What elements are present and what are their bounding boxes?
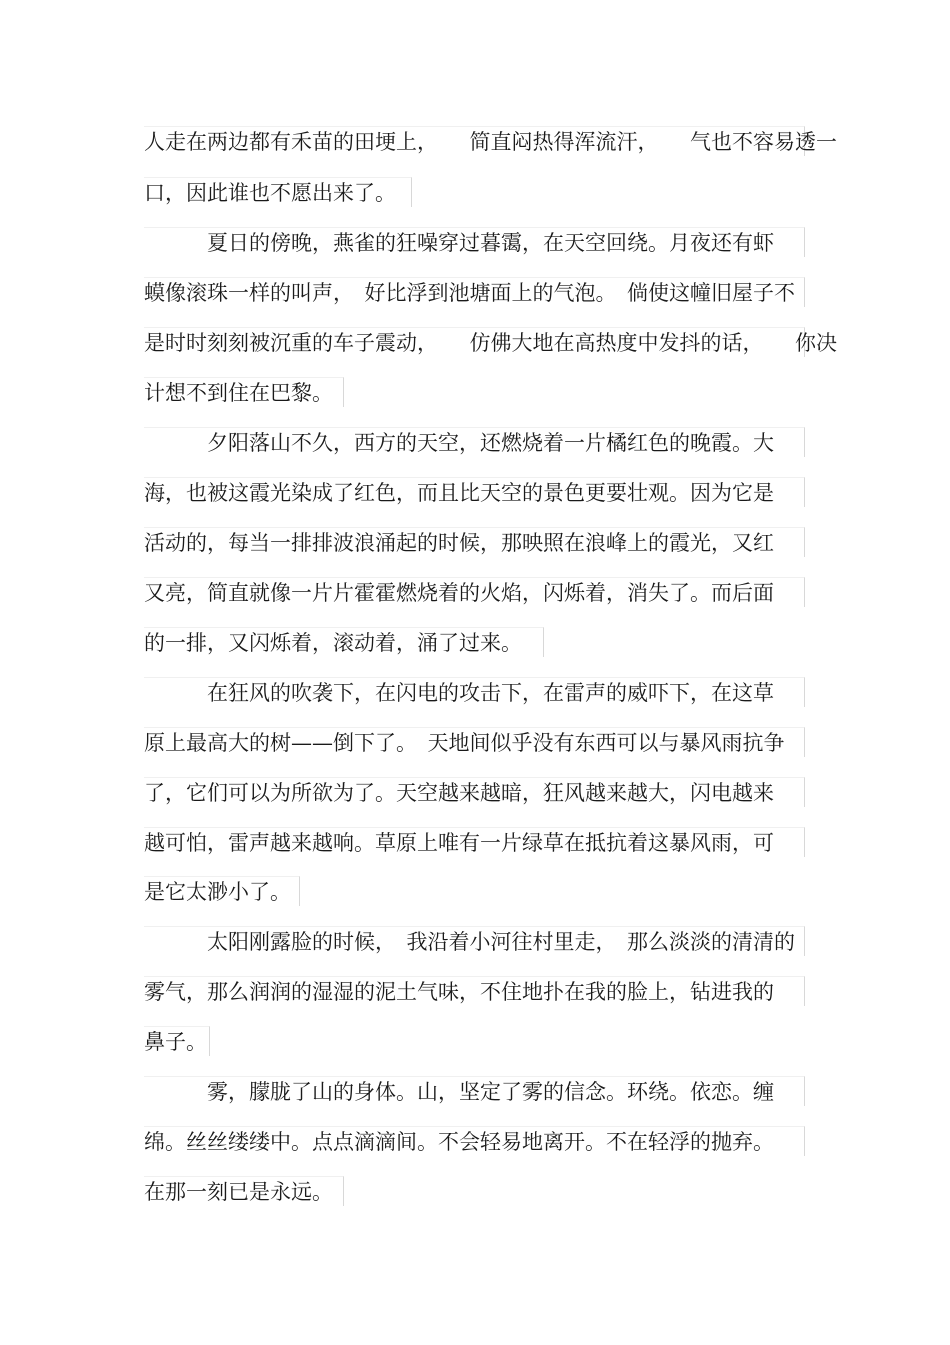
text-line: 人走在两边都有禾苗的田埂上， 简直闷热得浑流汗， 气也不容易透一 — [144, 126, 805, 156]
text-line: 在那一刻已是永远。 — [144, 1176, 344, 1206]
text-line: 越可怕，雷声越来越响。草原上唯有一片绿草在抵抗着这暴风雨，可 — [144, 827, 805, 857]
text-line: 是它太渺小了。 — [144, 876, 300, 906]
text-line: 绵。丝丝缕缕中。点点滴滴间。不会轻易地离开。不在轻浮的抛弃。 — [144, 1126, 805, 1156]
text-line: 蟆像滚珠一样的叫声， 好比浮到池塘面上的气泡。 倘使这幢旧屋子不 — [144, 277, 805, 307]
text-line: 海，也被这霞光染成了红色，而且比天空的景色更要壮观。因为它是 — [144, 477, 805, 507]
text-line: 了，它们可以为所欲为了。天空越来越暗，狂风越来越大，闪电越来 — [144, 777, 805, 807]
text-line: 原上最高大的树——倒下了。 天地间似乎没有东西可以与暴风雨抗争 — [144, 727, 805, 757]
text-line: 口，因此谁也不愿出来了。 — [144, 177, 412, 207]
text-line: 计想不到住在巴黎。 — [144, 377, 344, 407]
text-line: 雾，朦胧了山的身体。山，坚定了雾的信念。环绕。依恋。缠 — [144, 1076, 805, 1106]
text-line: 是时时刻刻被沉重的车子震动， 仿佛大地在高热度中发抖的话， 你决 — [144, 327, 805, 357]
text-line: 活动的，每当一排排波浪涌起的时候，那映照在浪峰上的霞光，又红 — [144, 527, 805, 557]
text-line: 又亮，简直就像一片片霍霍燃烧着的火焰，闪烁着，消失了。而后面 — [144, 577, 805, 607]
text-line: 太阳刚露脸的时候， 我沿着小河往村里走， 那么淡淡的清清的 — [144, 926, 805, 956]
text-line: 夕阳落山不久，西方的天空，还燃烧着一片橘红色的晚霞。大 — [144, 427, 805, 457]
text-line: 鼻子。 — [144, 1026, 210, 1056]
text-line: 夏日的傍晚，燕雀的狂噪穿过暮霭，在天空回绕。月夜还有虾 — [144, 227, 805, 257]
text-line: 雾气，那么润润的湿湿的泥土气味，不住地扑在我的脸上，钻进我的 — [144, 976, 805, 1006]
text-line: 的一排，又闪烁着，滚动着，涌了过来。 — [144, 627, 544, 657]
text-line: 在狂风的吹袭下，在闪电的攻击下，在雷声的威吓下，在这草 — [144, 677, 805, 707]
